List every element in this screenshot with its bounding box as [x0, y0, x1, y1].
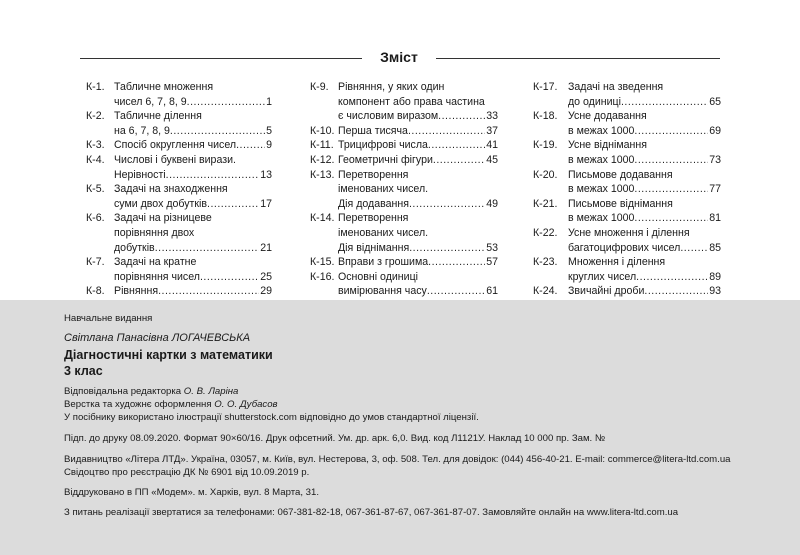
toc-entry — [86, 153, 272, 182]
toc-entry-text: Звичайні дроби — [568, 285, 645, 298]
toc-entry-text: Табличне ділення — [114, 110, 202, 123]
toc-page-number: 29 — [260, 285, 272, 298]
toc-column-1 — [86, 80, 272, 299]
toc-page-number: 21 — [260, 241, 272, 254]
toc-entry-text: іменованих чисел. — [338, 183, 429, 196]
layout-name: О. О. Дубасов — [214, 399, 278, 410]
editor-label: Відповідальна редакторка — [64, 386, 182, 397]
toc-entry — [533, 284, 721, 299]
toc-entry-last-line — [338, 138, 498, 153]
toc-entry-code: К-4. — [86, 153, 105, 166]
toc-entry-code: К-2. — [86, 110, 105, 123]
toc-entry-last-line — [568, 241, 721, 256]
toc-entry-text: добутків — [114, 241, 155, 254]
toc-entry — [86, 211, 272, 255]
toc-entry-text: є числовим виразом — [338, 110, 439, 123]
toc-entry-text: Спосіб округлення чисел — [114, 139, 237, 152]
dot-leader — [621, 95, 708, 110]
dot-leader — [634, 182, 708, 197]
toc-entry-code: К-16. — [310, 270, 335, 283]
toc-entry-last-line — [114, 138, 272, 153]
toc-page-number: 57 — [486, 256, 498, 269]
toc-entry-code: К-15. — [310, 256, 335, 269]
toc-entry — [533, 226, 721, 255]
grade: 3 клас — [64, 364, 103, 378]
toc-entry-text: Задачі на різницеве — [114, 212, 212, 225]
dot-leader — [408, 124, 485, 139]
dot-leader — [155, 241, 260, 256]
toc-entry-text: Перетворення — [338, 168, 409, 181]
toc-page-number: 73 — [709, 153, 721, 166]
toc-entry-last-line — [338, 109, 498, 124]
toc-entry-text: Перетворення — [338, 212, 409, 225]
sales-contacts: З питань реалізації звертатися за телефонами: 067-381-82-18, 067-361-87-67, 067-361-87-07. Замовляйте онлайн на www.litera-ltd.com.ua — [64, 507, 679, 518]
toc-page-number: 77 — [709, 183, 721, 196]
toc-entry-code: К-22. — [533, 226, 558, 239]
dot-leader — [636, 270, 708, 285]
toc-entry-text: вимірювання часу — [338, 285, 427, 298]
dot-leader — [170, 124, 265, 139]
title-rule-right — [436, 58, 720, 59]
toc-entry-text: Задачі на знаходження — [114, 183, 228, 196]
toc-header — [80, 48, 720, 68]
toc-entry-last-line — [338, 255, 498, 270]
toc-entry — [533, 138, 721, 167]
dot-leader — [433, 153, 485, 168]
toc-entry-last-line — [338, 284, 498, 299]
dot-leader — [187, 95, 265, 110]
toc-entry — [310, 211, 498, 255]
toc-entry-text: в межах 1000 — [568, 124, 635, 137]
toc-entry-text: порівняння чисел — [114, 270, 200, 283]
toc-entry — [310, 153, 498, 168]
dot-leader — [438, 109, 485, 124]
toc-entry-last-line — [114, 95, 272, 110]
toc-entry — [86, 109, 272, 138]
toc-page-number: 45 — [486, 153, 498, 166]
toc-entry — [86, 138, 272, 153]
toc-entry-text: Нерівності — [114, 168, 166, 181]
dot-leader — [427, 284, 485, 299]
toc-entry-last-line — [114, 241, 272, 256]
toc-entry-text: в межах 1000 — [568, 183, 635, 196]
toc-entry-text: на 6, 7, 8, 9 — [114, 124, 170, 137]
print-info: Підп. до друку 08.09.2020. Формат 90×60/16. Друк офсетний. Ум. др. арк. 6,0. Вид. код Л1121У. Наклад 10 000 пр. Зам. № — [64, 433, 606, 444]
toc-entry-last-line — [568, 124, 721, 139]
dot-leader — [634, 153, 708, 168]
dot-leader — [680, 241, 708, 256]
toc-entry — [533, 168, 721, 197]
layout-line — [64, 399, 278, 411]
publisher-info: Видавництво «Літера ЛТД». Україна, 03057, м. Київ, вул. Нестерова, 3, оф. 508. Тел. для довідок: (044) 456-40-21. E-mail: commerce@litera-ltd.com.ua — [64, 454, 731, 465]
toc-entry-text: Усне множення і ділення — [568, 226, 690, 239]
toc-entry — [310, 255, 498, 270]
toc-entry-code: К-17. — [533, 81, 558, 93]
toc-entry — [533, 109, 721, 138]
layout-label: Верстка та художнє оформлення — [64, 399, 212, 410]
toc-page-number: 49 — [486, 197, 498, 210]
toc-page-number: 93 — [709, 285, 721, 298]
toc-entry-text: Письмове додавання — [568, 168, 673, 181]
toc-entry-text: компонент або права частина — [338, 95, 485, 108]
dot-leader — [644, 284, 708, 299]
toc-entry-code: К-23. — [533, 256, 558, 269]
toc-page-number: 17 — [260, 197, 272, 210]
toc-entry-last-line — [568, 182, 721, 197]
toc-entry-last-line — [568, 284, 721, 299]
toc-entry-last-line — [568, 153, 721, 168]
dot-leader — [634, 211, 708, 226]
toc-entry-text: порівняння двох — [114, 226, 195, 239]
toc-page-number: 9 — [266, 139, 272, 152]
toc-page-number: 33 — [486, 110, 498, 123]
toc-page-number: 13 — [260, 168, 272, 181]
toc-entry-text: Письмове віднімання — [568, 197, 673, 210]
toc-page-number: 41 — [486, 139, 498, 152]
toc-entry-last-line — [568, 270, 721, 285]
toc-entry-last-line — [338, 153, 498, 168]
dot-leader — [409, 241, 485, 256]
dot-leader — [428, 255, 485, 270]
toc-entry-code: К-12. — [310, 153, 335, 166]
toc-entry-text: Усне додавання — [568, 110, 647, 123]
toc-entry-code: К-13. — [310, 168, 335, 181]
toc-entry — [310, 80, 498, 124]
toc-entry — [310, 138, 498, 153]
toc-entry-last-line — [114, 124, 272, 139]
toc-entry-text: в межах 1000 — [568, 212, 635, 225]
toc-page-number: 1 — [266, 95, 272, 108]
printed-by: Віддруковано в ПП «Модем». м. Харків, вул. 8 Марта, 31. — [64, 487, 319, 498]
toc-entry-code: К-19. — [533, 139, 558, 152]
toc-entry-text: Задачі на кратне — [114, 256, 197, 269]
toc-entry-code: К-1. — [86, 81, 105, 93]
toc-entry — [533, 255, 721, 284]
toc-entry — [86, 182, 272, 211]
toc-column-3 — [533, 80, 721, 299]
toc-entry-text: Геометричні фігури — [338, 153, 433, 166]
toc-column-2 — [310, 80, 498, 299]
author-name: Світлана Панасівна ЛОГАЧЕВСЬКА — [64, 332, 251, 344]
dot-leader — [207, 197, 259, 212]
toc-page-number: 25 — [260, 270, 272, 283]
toc-entry-last-line — [338, 241, 498, 256]
dot-leader — [409, 197, 485, 212]
toc-entry-text: Дія віднімання — [338, 241, 410, 254]
toc-entry-last-line — [114, 168, 272, 183]
toc-entry-last-line — [568, 211, 721, 226]
toc-entry-code: К-18. — [533, 110, 558, 123]
toc-entry-text: чисел 6, 7, 8, 9 — [114, 95, 187, 108]
dot-leader — [236, 138, 265, 153]
editor-line — [64, 386, 238, 398]
toc-entry-last-line — [568, 95, 721, 110]
toc-title: Зміст — [380, 49, 418, 65]
toc-entry-last-line — [338, 197, 498, 212]
editor-name: О. В. Ларіна — [183, 386, 239, 397]
toc-entry-last-line — [114, 284, 272, 299]
toc-page-number: 37 — [486, 124, 498, 137]
toc-page-number: 89 — [709, 270, 721, 283]
toc-entry-code: К-21. — [533, 197, 558, 210]
toc-entry-text: Перша тисяча — [338, 124, 408, 137]
toc-entry-code: К-14. — [310, 212, 335, 225]
illustrations-note: У посібнику використано ілюстрації shutterstock.com відповідно до умов стандартної ліцензії. — [64, 412, 479, 423]
toc-entry — [86, 80, 272, 109]
toc-entry — [310, 168, 498, 212]
toc-entry-text: Дія додавання — [338, 197, 409, 210]
edition-type: Навчальне видання — [64, 313, 153, 324]
toc-entry-text: суми двох добутків — [114, 197, 207, 210]
toc-entry-code: К-7. — [86, 256, 105, 269]
toc-entry-text: до одиниці — [568, 95, 621, 108]
toc-entry-text: Усне віднімання — [568, 139, 647, 152]
toc-entry-text: круглих чисел — [568, 270, 637, 283]
toc-page-number: 85 — [709, 241, 721, 254]
toc-entry-last-line — [114, 197, 272, 212]
toc-entry-text: Основні одиниці — [338, 270, 419, 283]
toc-entry-code: К-6. — [86, 212, 105, 225]
dot-leader — [158, 284, 259, 299]
toc-page-number: 5 — [266, 124, 272, 137]
toc-entry-code: К-8. — [86, 285, 105, 298]
dot-leader — [634, 124, 708, 139]
toc-entry — [533, 80, 721, 109]
toc-page-number: 81 — [709, 212, 721, 225]
toc-entry-code: К-10. — [310, 124, 335, 137]
toc-entry-text: багатоцифрових чисел — [568, 241, 681, 254]
toc-entry-code: К-11. — [310, 139, 334, 152]
toc-page-number: 65 — [709, 95, 721, 108]
toc-entry — [533, 197, 721, 226]
book-title: Діагностичні картки з математики — [64, 348, 273, 362]
registration-certificate: Свідоцтво про реєстрацію ДК № 6901 від 10.09.2019 р. — [64, 467, 310, 478]
toc-entry-text: Множення і ділення — [568, 256, 666, 269]
toc-entry-text: в межах 1000 — [568, 153, 635, 166]
toc-entry-last-line — [338, 124, 498, 139]
title-rule-left — [80, 58, 362, 59]
dot-leader — [166, 168, 260, 183]
toc-entry-code: К-5. — [86, 183, 105, 196]
toc-entry-text: Трицифрові числа — [338, 139, 428, 152]
toc-entry-text: Табличне множення — [114, 81, 214, 93]
toc-page-number: 61 — [486, 285, 498, 298]
toc-entry-text: Числові і буквені вирази. — [114, 153, 236, 166]
toc-entry-text: Рівняння, у яких один — [338, 81, 445, 93]
toc-entry-text: Рівняння — [114, 285, 159, 298]
toc-entry-text: Вправи з грошима — [338, 256, 429, 269]
toc-entry-code: К-3. — [86, 139, 105, 152]
toc-entry-code: К-20. — [533, 168, 558, 181]
toc-page-number: 69 — [709, 124, 721, 137]
toc-entry-code: К-24. — [533, 285, 558, 298]
toc-page-number: 53 — [486, 241, 498, 254]
toc-entry-last-line — [114, 270, 272, 285]
toc-entry — [310, 270, 498, 299]
dot-leader — [200, 270, 259, 285]
toc-entry — [310, 124, 498, 139]
toc-entry — [86, 284, 272, 299]
toc-entry-code: К-9. — [310, 81, 329, 93]
toc-entry-text: іменованих чисел. — [338, 226, 429, 239]
dot-leader — [428, 138, 485, 153]
imprint-block — [0, 300, 800, 555]
toc-entry — [86, 255, 272, 284]
toc-entry-text: Задачі на зведення — [568, 81, 664, 93]
